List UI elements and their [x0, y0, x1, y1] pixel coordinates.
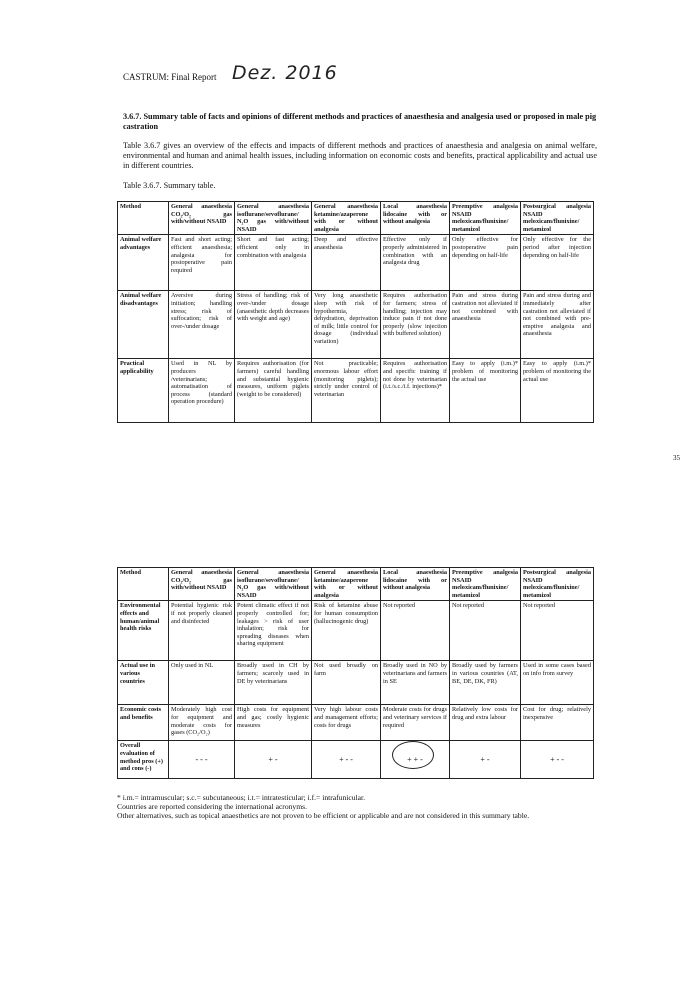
- column-header: Postsurgical analgesia NSAID meloxicam/flunixine/ metamizol: [521, 202, 594, 235]
- table-cell: Broadly used in NO by veterinarians and farmers in SE: [381, 661, 450, 705]
- table-cell: Deep and effective anaesthesia: [312, 235, 381, 291]
- table-cell: Requires authorisation (for farmers) careful handling and substantial hygienic measures, uniform piglets (weight to be considered): [235, 359, 312, 423]
- table-row: [118, 741, 594, 779]
- table-cell: Pain and stress during and immediately after castration not alleviated if not combined with pre-emptive analgesia and anaesthesia: [521, 291, 594, 359]
- table-cell: Not reported: [450, 601, 521, 661]
- evaluation-cell: + + -: [381, 741, 450, 779]
- row-label: Animal welfare advantages: [118, 235, 169, 291]
- table-cell: Fast and short acting; efficient anaesthesia; analgesia for postoperative pain required: [169, 235, 235, 291]
- page-number: 35: [673, 454, 680, 462]
- column-header: Local anaesthesia lidocaine with or without analgesia: [381, 568, 450, 601]
- table-cell: Requires authorisation and specific training if not done by veterinarian (i.t./s.c./i.f. injections)*: [381, 359, 450, 423]
- column-header: General anaesthesia CO₂/O₂ gas with/without NSAID: [169, 568, 235, 601]
- table-header-row: [118, 202, 594, 235]
- table-cell: Only effective for the period after injection depending on half-life: [521, 235, 594, 291]
- hand-drawn-circle-annotation: [392, 741, 434, 769]
- footnote: Countries are reported considering the international acronyms.: [117, 802, 307, 811]
- table-row: [118, 359, 594, 423]
- column-header: General anaesthesia isoflurane/sevoflurane/ N₂O gas with/without NSAID: [235, 202, 312, 235]
- table-cell: Cost for drug; relatively inexpensive: [521, 705, 594, 741]
- column-header: Local anaesthesia lidocaine with or without analgesia: [381, 202, 450, 235]
- table-cell: Used in NL by producers /veterinarians; automatisation of process (standard operation procedure): [169, 359, 235, 423]
- table-cell: Very high labour costs and management efforts; costs for drugs: [312, 705, 381, 741]
- row-label: Economic costs and benefits: [118, 705, 169, 741]
- column-header: Postsurgical analgesia NSAID meloxicam/flunixine/ metamizol: [521, 568, 594, 601]
- row-label: Actual use in various countries: [118, 661, 169, 705]
- column-header: General anaesthesia isoflurane/sevoflurane/ N₂O gas with/without NSAID: [235, 568, 312, 601]
- table-cell: Potent climatic effect if not properly controlled for; leakages > risk of user inhalation; risk for spreading diseases when sharing equipment: [235, 601, 312, 661]
- table-cell: Very long anaesthetic sleep with risk of hypothermia, dehydration, deprivation of milk; little control for dosage (individual variation): [312, 291, 381, 359]
- column-header: Preemptive analgesia NSAID meloxicam/flunixine/ metamizol: [450, 202, 521, 235]
- table-header-row: [118, 568, 594, 601]
- table-cell: Not reported: [521, 601, 594, 661]
- table-row: [118, 235, 594, 291]
- table-cell: Easy to apply (i.m.)* problem of monitoring the actual use: [521, 359, 594, 423]
- table-cell: Easy to apply (i.m.)* problem of monitoring the actual use: [450, 359, 521, 423]
- table-cell: Potential hygienic risk if not properly cleaned and disinfected: [169, 601, 235, 661]
- table-cell: Requires authorisation for farmers; stress of handling; injection may induce pain if not done properly (slow injection with buffered solution): [381, 291, 450, 359]
- table-cell: Pain and stress during castration not alleviated if not combined with anaesthesia: [450, 291, 521, 359]
- row-label: Overall evaluation of method pros (+) and cons (-): [118, 741, 169, 779]
- table-cell: Only used in NL: [169, 661, 235, 705]
- table-row: [118, 291, 594, 359]
- table-cell: Short and fast acting; efficient only in combination with analgesia: [235, 235, 312, 291]
- table-cell: Aversive during initiation; handling stress; risk of suffocation; risk of over-/under dosage: [169, 291, 235, 359]
- evaluation-cell: - - -: [169, 741, 235, 779]
- table-cell: Not reported: [381, 601, 450, 661]
- table-caption: Table 3.6.7. Summary table.: [123, 181, 216, 190]
- table-cell: Used in some cases based on info from survey: [521, 661, 594, 705]
- evaluation-cell: + -: [450, 741, 521, 779]
- table-cell: Effective only if properly administered in combination with an analgesia drug: [381, 235, 450, 291]
- table-cell: Risk of ketamine abuse for human consumption (hallucinogenic drug): [312, 601, 381, 661]
- footnotes: [117, 793, 593, 820]
- summary-table-part-2: [117, 567, 594, 779]
- table-cell: Not practicable; enormous labour effort (monitoring piglets); strictly under control of veterinarian: [312, 359, 381, 423]
- table-cell: Not used broadly on farm: [312, 661, 381, 705]
- evaluation-cell: + - -: [312, 741, 381, 779]
- handwritten-date: Dez. 2016: [232, 62, 338, 84]
- column-header: Preemptive analgesia NSAID meloxicam/flunixine/ metamizol: [450, 568, 521, 601]
- table-cell: Moderately high cost for equipment and moderate costs for gases (CO₂/O₂): [169, 705, 235, 741]
- table-cell: High costs for equipment and gas; costly hygienic measures: [235, 705, 312, 741]
- row-label: Animal welfare disadvantages: [118, 291, 169, 359]
- table-row: [118, 705, 594, 741]
- summary-table-part-1: [117, 201, 594, 423]
- table-cell: Broadly used in CH by farmers; scarcely used in DE by veterinarians: [235, 661, 312, 705]
- table-cell: Moderate costs for drugs and veterinary services if required: [381, 705, 450, 741]
- evaluation-cell: + - -: [521, 741, 594, 779]
- table-cell: Only effective for postoperative pain depending on half-life: [450, 235, 521, 291]
- report-header: CASTRUM: Final Report: [123, 72, 217, 82]
- footnote: * i.m.= intramuscular; s.c.= subcutaneous; i.t.= intratesticular; i.f.= intrafunicular.: [117, 793, 366, 802]
- table-row: [118, 601, 594, 661]
- table-cell: Broadly used by farmers in various countries (AT, BE, DE, DK, FR): [450, 661, 521, 705]
- table-row: [118, 661, 594, 705]
- column-header: Method: [118, 568, 169, 601]
- table-cell: Relatively low costs for drug and extra labour: [450, 705, 521, 741]
- intro-paragraph: Table 3.6.7 gives an overview of the effects and impacts of different methods and practices of anaesthesia and analgesia on animal welfare, environmental and human and animal health issues, including information on economic costs and benefits, practical applicability and actual use in different countries.: [123, 141, 597, 170]
- table-cell: Stress of handling; risk of over-/under dosage (anaesthetic depth decreases with weight and age): [235, 291, 312, 359]
- row-label: Practical applicability: [118, 359, 169, 423]
- footnote: Other alternatives, such as topical anaesthetics are not proven to be efficient or applicable and are not considered in this summary table.: [117, 811, 530, 820]
- column-header: General anaesthesia ketamine/azaperone with or without analgesia: [312, 568, 381, 601]
- column-header: General anaesthesia CO₂/O₂ gas with/without NSAID: [169, 202, 235, 235]
- row-label: Environmental effects and human/animal health risks: [118, 601, 169, 661]
- column-header: Method: [118, 202, 169, 235]
- section-title: 3.6.7. Summary table of facts and opinions of different methods and practices of anaesthesia and analgesia used or proposed in male pig castration: [123, 112, 597, 131]
- evaluation-cell: + -: [235, 741, 312, 779]
- column-header: General anaesthesia ketamine/azaperone with or without analgesia: [312, 202, 381, 235]
